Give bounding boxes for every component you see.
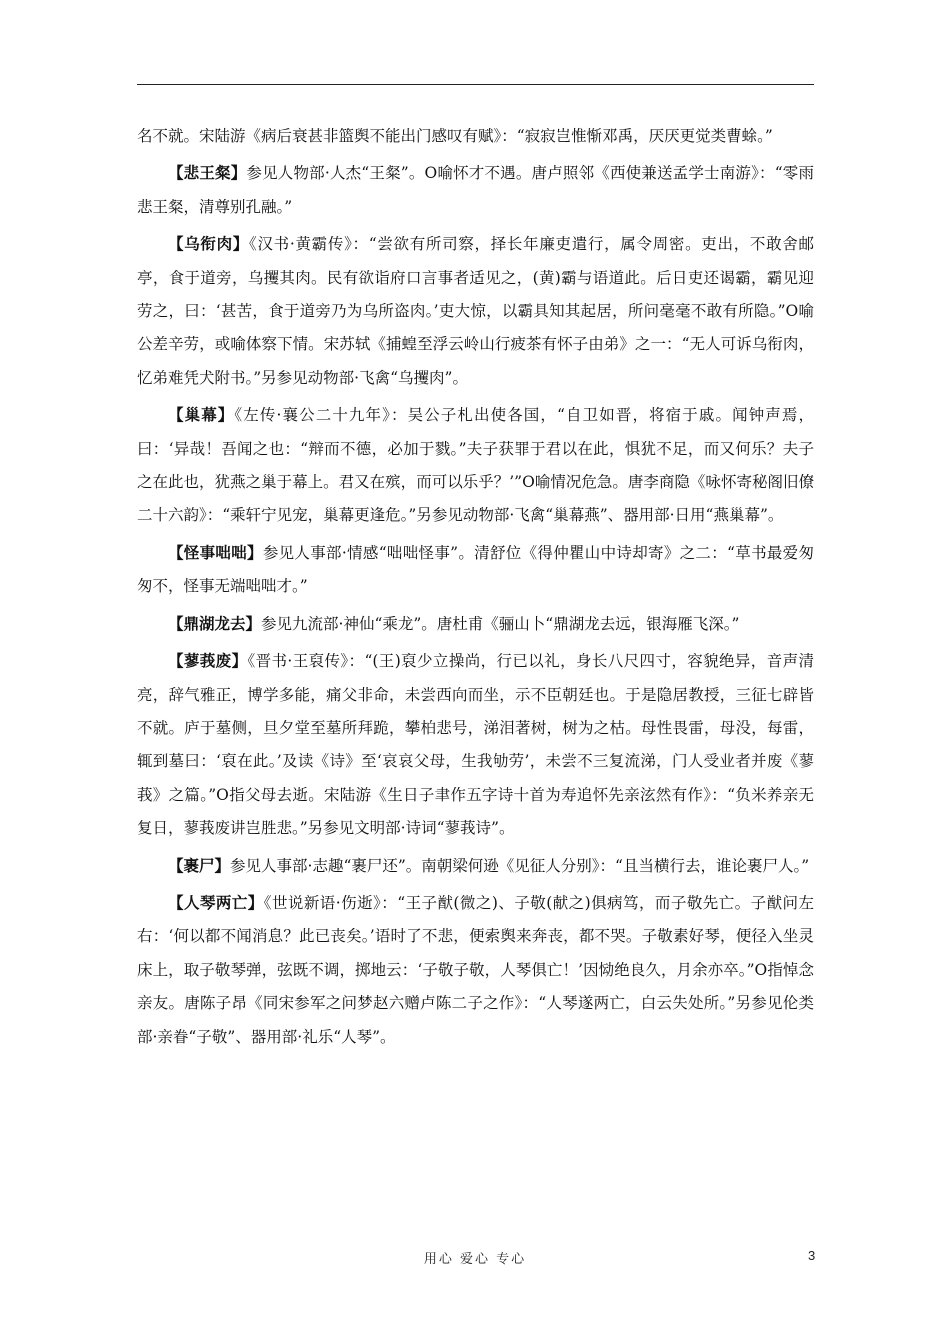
entry-term: 【乌衔肉】	[168, 234, 249, 254]
entry-term: 【悲王粲】	[168, 163, 247, 183]
entry-term: 【巢幕】	[168, 405, 235, 425]
entry-text: 《汉书·黄霸传》：“尝欲有所司察，择长年廉吏遣行，属令周密。吏出，不敢舍邮亭，食于道旁，乌攫其肉。民有欲诣府口言事者适见之，(黄)霸与语道此。后日吏还谒霸，霸见迎劳之，曰：‘甚苦，食于道旁乃为乌所盗肉。’吏大惊，以霸具知其起居，所问毫毫不敢有所隐。”O喻公差辛劳，或喻体察下情。宋苏轼《捕蝗至浮云岭山行疲茶有怀子由弟》之一：“无人可诉乌衔肉，忆弟难凭犬附书。”另参见动物部·飞禽“乌攫肉”。	[137, 235, 814, 387]
page-number: 3	[808, 1248, 816, 1263]
entry-term: 【人琴两亡】	[168, 892, 264, 912]
document-body	[137, 120, 814, 1057]
entry-term: 【鼎湖龙去】	[168, 613, 262, 633]
entry-bei-wang-can	[137, 156, 814, 224]
header-rule	[137, 84, 814, 85]
entry-text: 名不就。宋陆游《病后衰甚非篮舆不能出门感叹有赋》：“寂寂岂惟惭邓禹，厌厌更觉类曹蜍。”	[137, 127, 773, 145]
entry-lu-e-fei	[137, 644, 814, 845]
entry-text: 《世说新语·伤逝》：“王子猷(微之)、子敬(献之)俱病笃，而子敬先亡。子猷问左右：‘何以都不闻消息？此已丧矣。’语时了不悲，便索舆来奔丧，都不哭。子敬素好琴，便径入坐灵床上，取子敬琴弹，弦既不调，掷地云：‘子敬子敬，人琴俱亡！’因恸绝良久，月余亦卒。”O指悼念亲友。唐陈子昂《同宋参军之问梦赵六赠卢陈二子之作》：“人琴遂两亡，白云失处所。”另参见伦类部·亲眷“子敬”、器用部·礼乐“人琴”。	[137, 893, 814, 1046]
entry-term: 【怪事咄咄】	[168, 542, 263, 562]
entry-guo-shi	[137, 849, 814, 883]
entry-term: 【蓼莪废】	[168, 651, 248, 671]
entry-text: 参见人物部·人杰“王粲”。O喻怀才不遇。唐卢照邻《西使兼送孟学士南游》：“零雨悲王粲，清尊别孔融。”	[137, 164, 814, 216]
entry-ding-hu-long-qu	[137, 607, 814, 641]
entry-term: 【裹尸】	[168, 855, 231, 875]
entry-continuation	[137, 120, 814, 153]
entry-text: 参见人事部·情感“咄咄怪事”。清舒位《得仲瞿山中诗却寄》之二：“草书最爱匆匆不，怪事无端咄咄才。”	[137, 543, 814, 596]
entry-chao-mu	[137, 398, 814, 533]
footer-motto: 用心 爱心 专心	[423, 1252, 527, 1267]
entry-text: 参见九流部·神仙“乘龙”。唐杜甫《骊山卜“鼎湖龙去远，银海雁飞深。”	[261, 614, 740, 633]
entry-ren-qin-liang-wang	[137, 886, 814, 1054]
entry-text: 《左传·襄公二十九年》：吴公子札出使各国，“自卫如晋，将宿于戚。闻钟声焉，曰：‘异哉！吾闻之也：“辩而不德，必加于戮。”夫子获罪于君以在此，惧犹不足，而又何乐？夫子之在此也，犹燕之巢于幕上。君又在殡，而可以乐乎？’”O喻情况危急。唐李商隐《咏怀寄秘阁旧僚二十六韵》：“乘轩宁见宠，巢幕更逢危。”另参见动物部·飞禽“巢幕燕”、器用部·日用“燕巢幕”。	[137, 406, 814, 525]
entry-text: 参见人事部·志趣“裹尸还”。南朝梁何逊《见征人分别》：“且当横行去，谁论裹尸人。”	[230, 856, 810, 875]
entry-wu-xian-rou	[137, 227, 814, 395]
entry-text: 《晋书·王裒传》：“(王)裒少立操尚，行已以礼，身长八尺四寸，容貌绝异，音声清亮，辞气雅正，博学多能，痛父非命，未尝西向而坐，示不臣朝廷也。于是隐居教授，三征七辟皆不就。庐于墓侧，旦夕堂至墓所拜跪，攀柏悲号，涕泪著树，树为之枯。母性畏雷，母没，每雷，辄到墓曰：‘裒在此。’及读《诗》至‘哀哀父母，生我劬劳’，未尝不三复流涕，门人受业者并废《蓼莪》之篇。”O指父母去逝。宋陆游《生日子聿作五字诗十首为寿追怀先亲泫然有作》：“负米养亲无复日，蓼莪废讲岂胜悲。”另参见文明部·诗词“蓼莪诗”。	[137, 652, 814, 838]
entry-guai-shi-duo-duo	[137, 536, 814, 604]
